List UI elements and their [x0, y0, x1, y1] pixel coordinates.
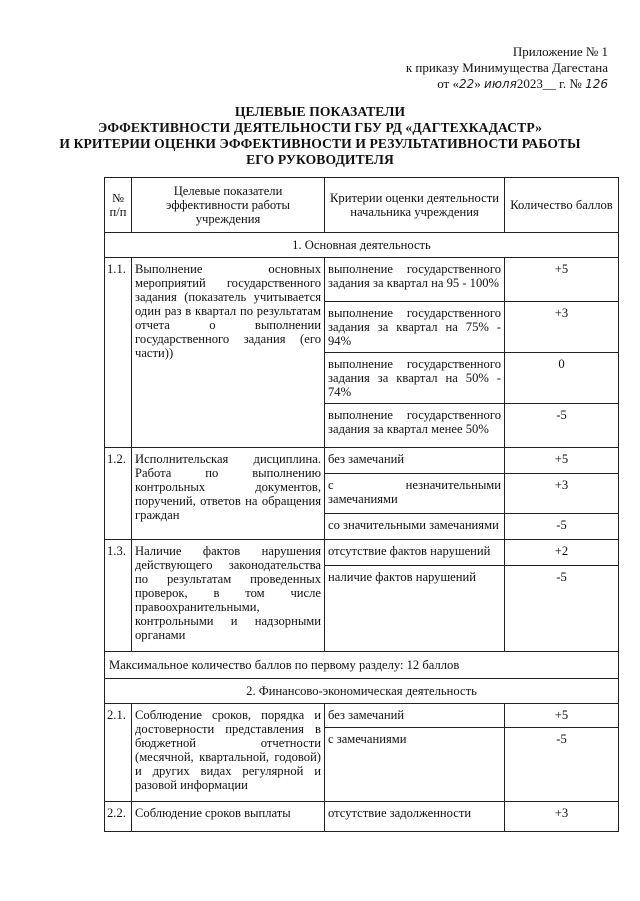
appendix-title: Приложение № 1	[512, 44, 608, 59]
table-row	[105, 258, 619, 302]
document-title	[0, 104, 640, 168]
row-number: 1.3.	[105, 540, 132, 652]
row-points: +5	[505, 258, 619, 302]
row-criterion: отсутствие фактов нарушений	[325, 540, 505, 566]
max-points-row	[105, 652, 619, 679]
section-1-title: 1. Основная деятельность	[105, 233, 619, 258]
row-criterion: выполнение государственного задания за квартал на 95 - 100%	[325, 258, 505, 302]
row-criterion: отсутствие задолженности	[325, 802, 505, 832]
header-num: № п/п	[105, 178, 132, 233]
row-criterion: выполнение государственного задания за квартал на 75% - 94%	[325, 302, 505, 353]
row-points: 0	[505, 353, 619, 404]
title-line-1: ЦЕЛЕВЫЕ ПОКАЗАТЕЛИ	[234, 104, 406, 119]
title-line-3: И КРИТЕРИИ ОЦЕНКИ ЭФФЕКТИВНОСТИ И РЕЗУЛЬТАТИВНОСТИ РАБОТЫ	[59, 136, 581, 151]
criteria-table	[104, 177, 619, 832]
row-criterion: без замечаний	[325, 704, 505, 728]
date-month: июля	[484, 77, 517, 91]
row-indicator: Соблюдение сроков выплаты	[132, 802, 325, 832]
row-points: -5	[505, 566, 619, 652]
table-row	[105, 802, 619, 832]
row-indicator: Исполнительская дисциплина. Работа по выполнению контрольных документов, поручений, ответов на обращения граждан	[132, 448, 325, 540]
row-number: 2.1.	[105, 704, 132, 802]
row-points: +5	[505, 448, 619, 474]
row-number: 1.1.	[105, 258, 132, 448]
row-criterion: со значительными замечаниями	[325, 514, 505, 540]
title-line-2: ЭФФЕКТИВНОСТИ ДЕЯТЕЛЬНОСТИ ГБУ РД «ДАГТЕХКАДАСТР»	[97, 120, 542, 135]
header-criteria: Критерии оценки деятельности начальника учреждения	[325, 178, 505, 233]
row-points: -5	[505, 404, 619, 448]
row-points: +3	[505, 302, 619, 353]
row-points: +3	[505, 802, 619, 832]
date-suffix: __ г. №	[542, 76, 582, 91]
appendix-order: к приказу Минимущества Дагестана	[405, 60, 608, 75]
date-day: 22	[458, 77, 475, 91]
section-row	[105, 233, 619, 258]
order-number: 126	[585, 77, 608, 91]
row-criterion: с замечаниями	[325, 728, 505, 802]
row-points: +3	[505, 474, 619, 514]
table-row	[105, 540, 619, 566]
max-points-section-1: Максимальное количество баллов по первому разделу: 12 баллов	[105, 652, 619, 679]
header-indicators: Целевые показатели эффективности работы учреждения	[132, 178, 325, 233]
row-indicator: Соблюдение сроков, порядка и достоверности представления в бюджетной отчетности (месячной, квартальной, годовой) и других видах регулярной и разовой информации	[132, 704, 325, 802]
row-criterion: без замечаний	[325, 448, 505, 474]
section-row	[105, 679, 619, 704]
criteria-table-wrap	[104, 177, 618, 832]
row-number: 2.2.	[105, 802, 132, 832]
appendix-block	[348, 44, 608, 92]
row-criterion: с незначительными замечаниями	[325, 474, 505, 514]
date-prefix: от «	[437, 76, 459, 91]
row-criterion: выполнение государственного задания за квартал на 50% - 74%	[325, 353, 505, 404]
title-line-4: ЕГО РУКОВОДИТЕЛЯ	[246, 152, 394, 167]
row-points: -5	[505, 728, 619, 802]
table-row	[105, 448, 619, 474]
table-header-row	[105, 178, 619, 233]
row-points: +5	[505, 704, 619, 728]
table-row	[105, 704, 619, 728]
row-number: 1.2.	[105, 448, 132, 540]
appendix-date-line: от «22» июля2023__ г. № 126	[437, 76, 608, 91]
row-criterion: выполнение государственного задания за квартал менее 50%	[325, 404, 505, 448]
header-points: Количество баллов	[505, 178, 619, 233]
row-criterion: наличие фактов нарушений	[325, 566, 505, 652]
row-indicator: Наличие фактов нарушения действующего законодательства по результатам проведенных проверок, в том числе правоохранительными, контрольными и надзорными органами	[132, 540, 325, 652]
row-points: +2	[505, 540, 619, 566]
row-indicator: Выполнение основных мероприятий государственного задания (показатель учитывается один раз в квартал по результатам отчета о выполнении государственного задания (его части))	[132, 258, 325, 448]
row-points: -5	[505, 514, 619, 540]
date-year: 2023	[516, 76, 543, 91]
section-2-title: 2. Финансово-экономическая деятельность	[105, 679, 619, 704]
